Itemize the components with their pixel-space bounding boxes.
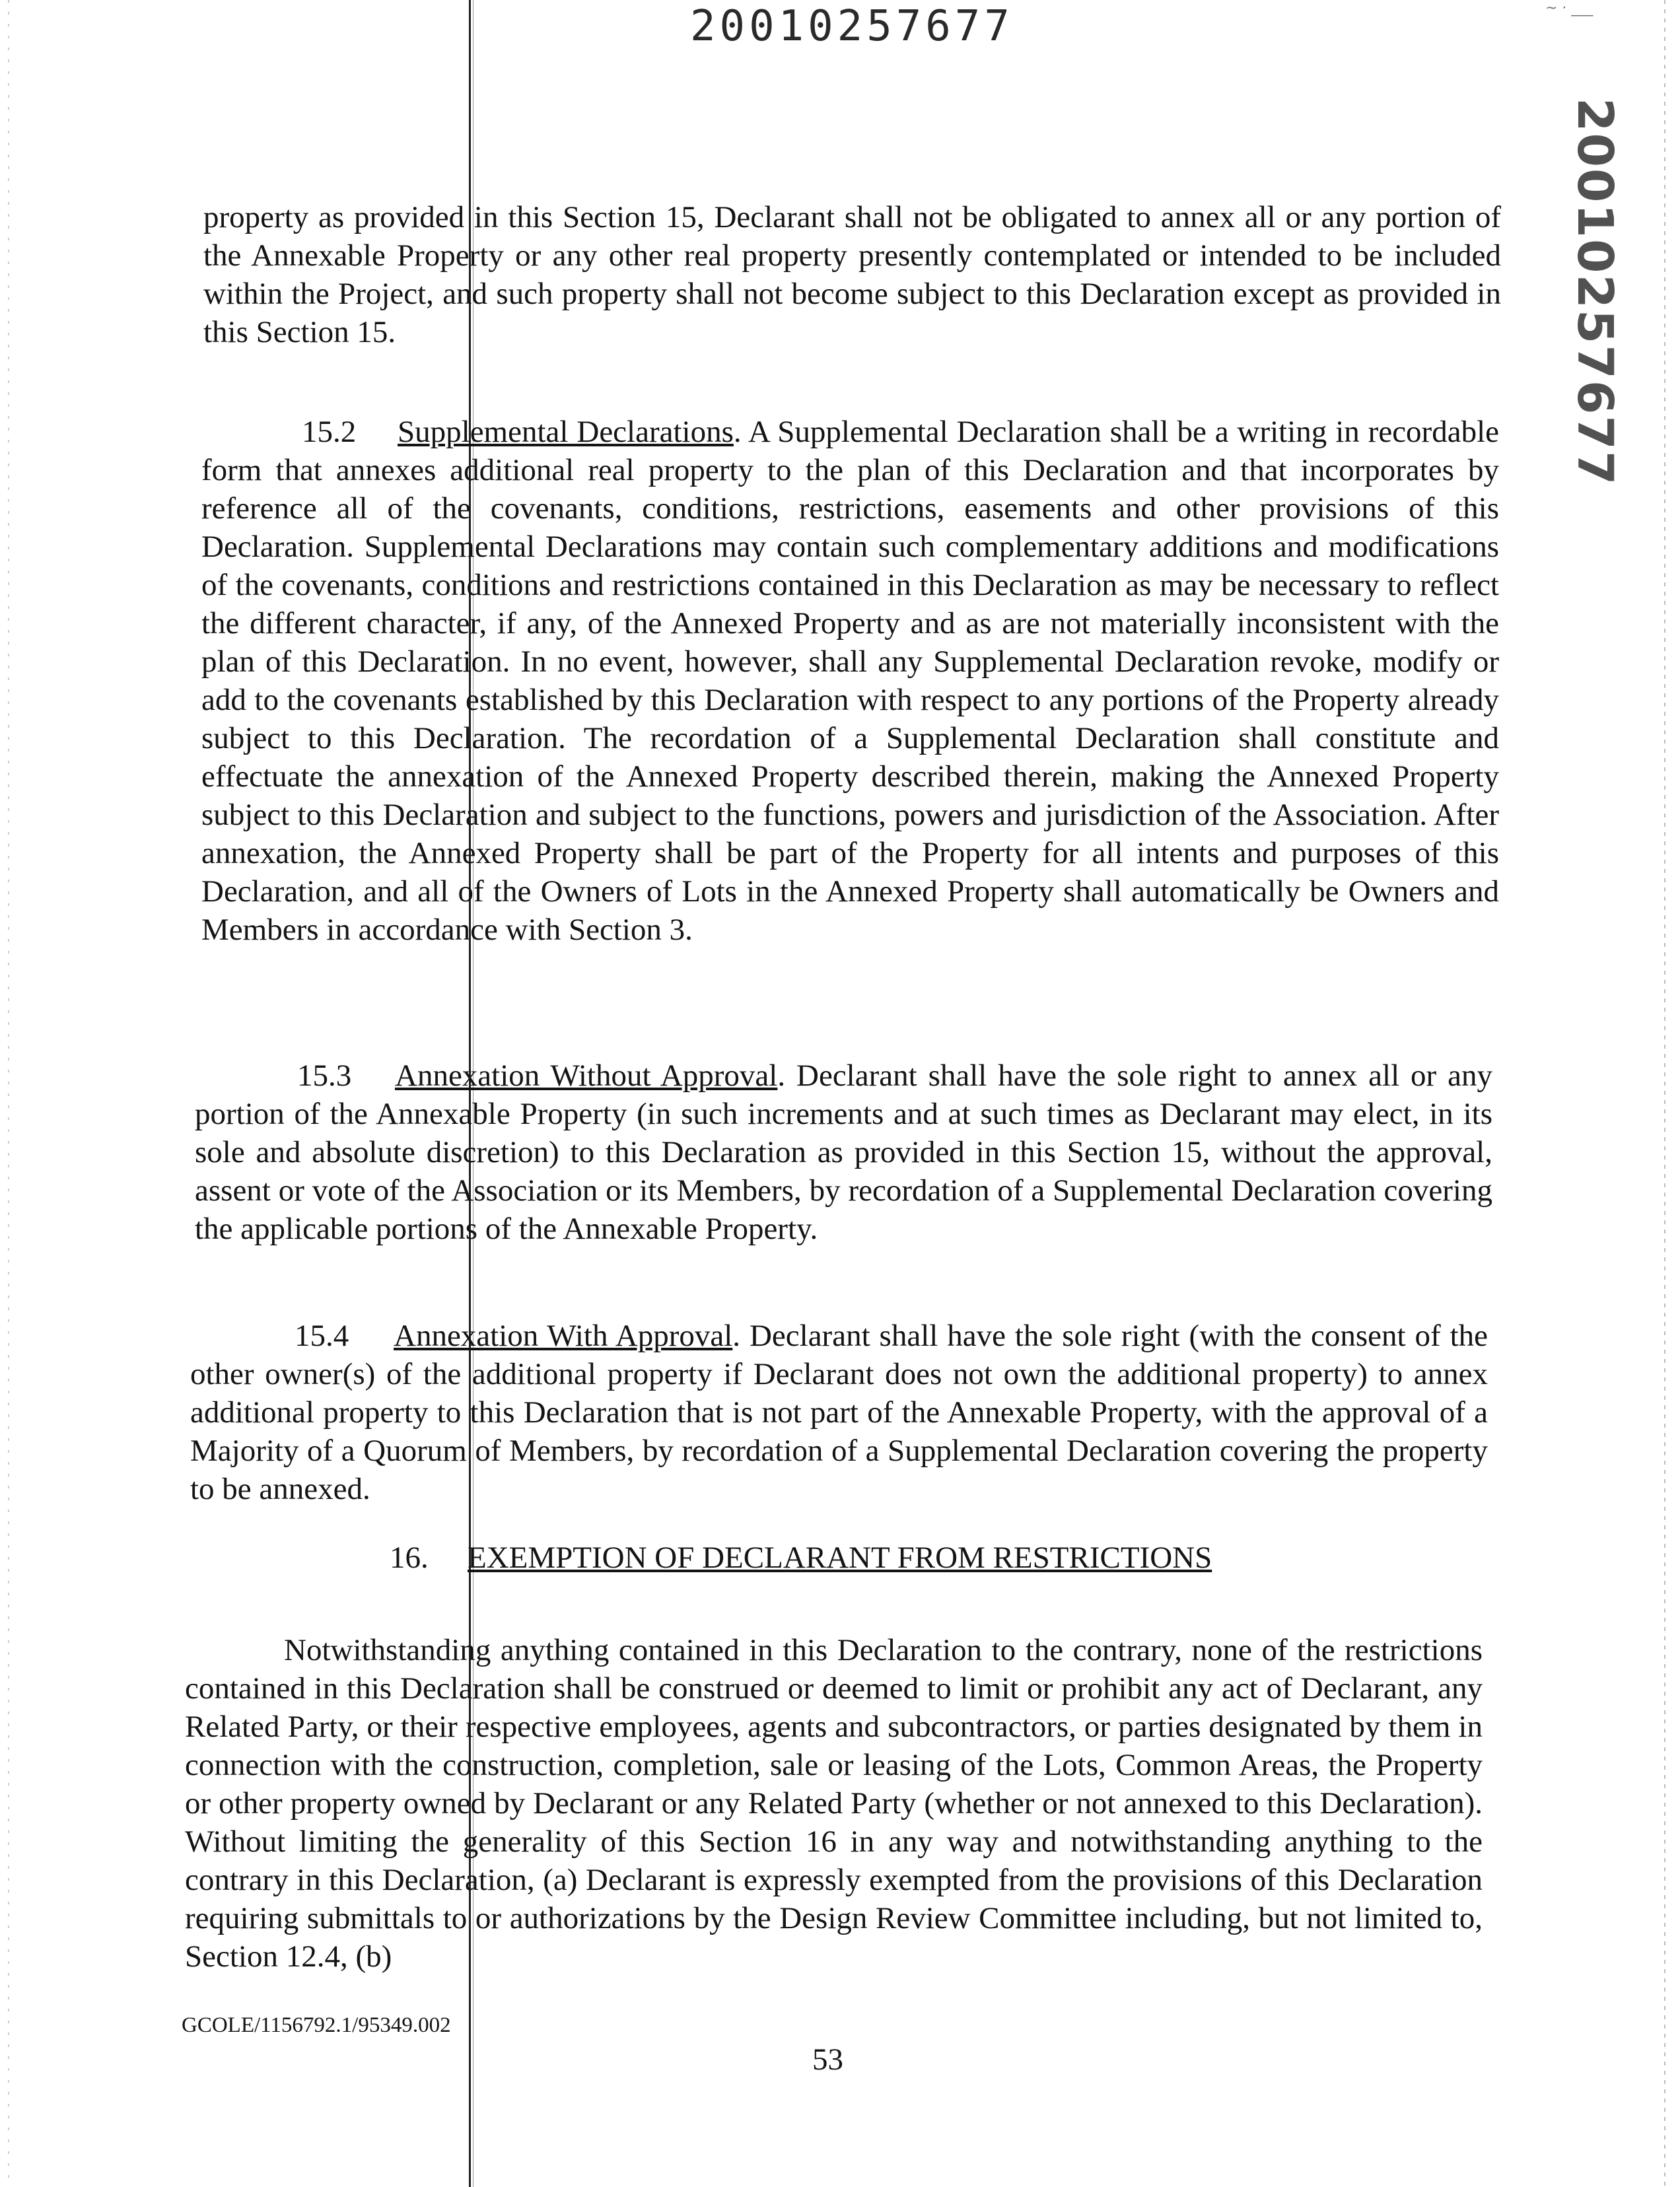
section-15-3-body: . Declarant shall have the sole right to annex all or any portion of the Annexable Property (in such increments and at such times as Declarant may elect, in its sole and absolute discretion) to this Declaration as provided in this Section 15, without the approval, assent or vote of the Association or its Members, by recordation of a Supplemental Declaration covering the applicable portions of the Annexable Property. (195, 1059, 1492, 1246)
scan-left-edge (8, 0, 9, 2187)
section-15-4-body: . Declarant shall have the sole right (with the consent of the other owner(s) of the additional property if Declarant does not own the additional property) to annex additional property to this Declaration that is not part of the Annexable Property, with the approval of a Majority of a Quorum of Members, by recordation of a Supplemental Declaration covering the property to be annexed. (190, 1319, 1488, 1506)
section-15-4-number: 15.4 (295, 1319, 349, 1353)
recording-number: 20010257677 (690, 2, 1014, 51)
section-15-3 (195, 1057, 1492, 1248)
scan-right-edge (1664, 0, 1665, 2187)
section-15-2-heading: Supplemental Declarations (398, 415, 734, 449)
side-stamp: 20010257677 (1566, 98, 1623, 487)
page-number: 53 (812, 2042, 843, 2077)
section-15-3-number: 15.3 (297, 1059, 352, 1093)
footer-document-id: GCOLE/1156792.1/95349.002 (182, 2013, 451, 2037)
section-15-4-heading: Annexation With Approval (394, 1319, 733, 1353)
section-15-4 (190, 1317, 1488, 1508)
section-15-2 (201, 413, 1499, 949)
section-15-3-heading: Annexation Without Approval (395, 1059, 778, 1093)
section-15-2-body: . A Supplemental Declaration shall be a writing in recordable form that annexes additional real property to the plan of this Declaration and that incorporates by reference all of the covenants, conditions, restrictions, easements and other provisions of this Declaration. Supplemental Declarations may contain such complementary additions and modifications of the covenants, conditions and restrictions contained in this Declaration as may be necessary to reflect the different character, if any, of the Annexed Property and as are not materially inconsistent with the plan of this Declaration. In no event, however, shall any Supplemental Declaration revoke, modify or add to the covenants established by this Declaration with respect to any portions of the Property already subject to this Declaration. The recordation of a Supplemental Declaration shall constitute and effectuate the annexation of the Annexed Property described therein, making the Annexed Property subject to this Declaration and subject to the functions, powers and jurisdiction of the Association. After annexation, the Annexed Property shall be part of the Property for all intents and purposes of this Declaration, and all of the Owners of Lots in the Annexed Property shall automatically be Owners and Members in accordance with Section 3. (201, 415, 1499, 947)
section-16-heading (390, 1539, 1212, 1577)
section-16-number: 16. (390, 1541, 429, 1575)
section-16-title: EXEMPTION OF DECLARANT FROM RESTRICTIONS (468, 1541, 1212, 1575)
section-16-body: Notwithstanding anything contained in this Declaration to the contrary, none of the restrictions contained in this Declaration shall be construed or deemed to limit or prohibit any act of Declarant, any Related Party, or their respective employees, agents and subcontractors, or parties designated by them in connection with the construction, completion, sale or leasing of the Lots, Common Areas, the Property or other property owned by Declarant or any Related Party (whether or not annexed to this Declaration). Without limiting the generality of this Section 16 in any way and notwithstanding anything to the contrary in this Declaration, (a) Declarant is expressly exempted from the provisions of this Declaration requiring submittals to or authorizations by the Design Review Committee including, but not limited to, Section 12.4, (b) (185, 1633, 1483, 1974)
section-15-2-number: 15.2 (302, 415, 357, 449)
corner-mark: ~ · ___ (1545, 0, 1593, 17)
intro-paragraph: property as provided in this Section 15, Declarant shall not be obligated to annex all or any portion of the Annexable Property or any other real property presently contemplated or intended to be included within the Project, and such property shall not become subject to this Declaration except as provided in this Section 15. (203, 200, 1501, 349)
